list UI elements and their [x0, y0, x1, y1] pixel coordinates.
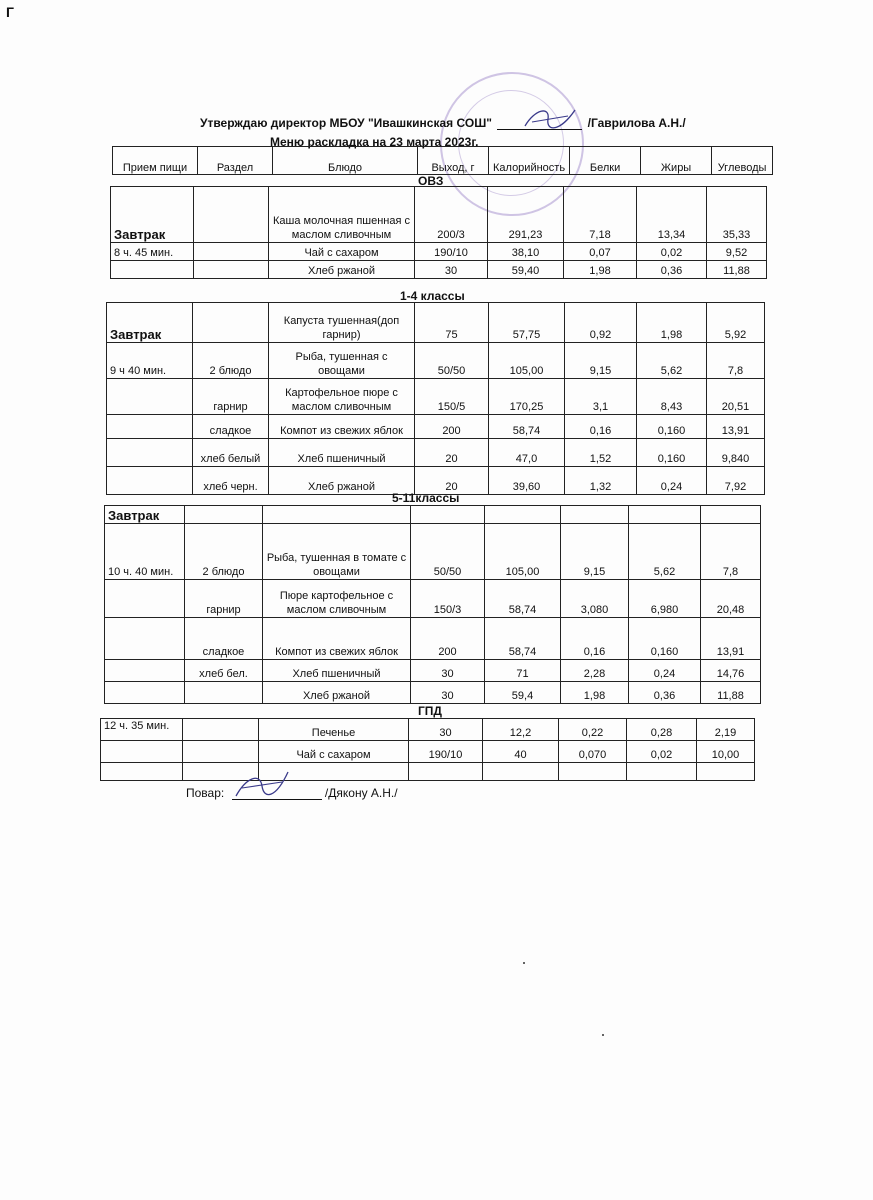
output-cell: 200 [415, 415, 489, 439]
carbs-cell: 7,8 [701, 524, 761, 580]
fat-cell: 1,98 [637, 303, 707, 343]
carbs-cell: 10,00 [697, 741, 755, 763]
table-row [105, 682, 761, 704]
carbs-cell [701, 506, 761, 524]
output-cell: 150/5 [415, 379, 489, 415]
protein-cell: 0,92 [565, 303, 637, 343]
protein-cell: 7,18 [564, 187, 637, 243]
section-cell: хлеб белый [193, 439, 269, 467]
section-cell [183, 719, 259, 741]
meal-cell: Завтрак [111, 187, 194, 243]
protein-cell [561, 506, 629, 524]
section-cell: 2 блюдо [193, 343, 269, 379]
cook-label: Повар: [186, 786, 225, 800]
cook-name: /Дякону А.Н./ [324, 786, 398, 800]
approval-line [200, 116, 686, 130]
section-cell: сладкое [193, 415, 269, 439]
header-meal: Прием пищи [113, 147, 198, 175]
carbs-cell: 11,88 [701, 682, 761, 704]
dish-cell: Компот из свежих яблок [269, 415, 415, 439]
protein-cell: 3,080 [561, 580, 629, 618]
carbs-cell [697, 763, 755, 781]
dish-cell: Рыба, тушенная в томате с овощами [263, 524, 411, 580]
section-cell: хлеб бел. [185, 660, 263, 682]
table-row [105, 580, 761, 618]
carbs-cell: 13,91 [701, 618, 761, 660]
meal-cell [107, 439, 193, 467]
header-section: Раздел [198, 147, 273, 175]
fat-cell: 13,34 [637, 187, 707, 243]
meal-cell [111, 261, 194, 279]
fat-cell: 0,160 [637, 439, 707, 467]
output-cell: 190/10 [409, 741, 483, 763]
table-row [107, 303, 765, 343]
section-cell: хлеб черн. [193, 467, 269, 495]
carbs-cell: 2,19 [697, 719, 755, 741]
table-row [111, 261, 767, 279]
kcal-cell: 57,75 [489, 303, 565, 343]
output-cell: 50/50 [415, 343, 489, 379]
fat-cell: 0,28 [627, 719, 697, 741]
dish-cell: Хлеб пшеничный [269, 439, 415, 467]
carbs-cell: 20,51 [707, 379, 765, 415]
kcal-cell: 71 [485, 660, 561, 682]
kcal-cell: 47,0 [489, 439, 565, 467]
protein-cell: 1,32 [565, 467, 637, 495]
kcal-cell: 105,00 [485, 524, 561, 580]
protein-cell: 0,16 [565, 415, 637, 439]
carbs-cell: 13,91 [707, 415, 765, 439]
header-fat: Жиры [641, 147, 712, 175]
fat-cell: 0,36 [629, 682, 701, 704]
meal-cell [107, 379, 193, 415]
table-row [105, 506, 761, 524]
meal-cell [105, 580, 185, 618]
dish-cell [263, 506, 411, 524]
protein-cell: 1,98 [561, 682, 629, 704]
table-row [105, 524, 761, 580]
table-row [111, 243, 767, 261]
kcal-cell: 170,25 [489, 379, 565, 415]
protein-cell: 9,15 [561, 524, 629, 580]
meal-cell: Завтрак [107, 303, 193, 343]
protein-cell: 9,15 [565, 343, 637, 379]
dish-cell: Каша молочная пшенная с маслом сливочным [269, 187, 415, 243]
kcal-cell: 58,74 [489, 415, 565, 439]
menu-title: Меню раскладка на 23 марта 2023г. [270, 135, 479, 149]
table-grades-5-11 [104, 505, 761, 704]
meal-cell [101, 763, 183, 781]
output-cell: 30 [415, 261, 488, 279]
fat-cell: 8,43 [637, 379, 707, 415]
corner-mark: Г [6, 4, 14, 20]
table-row [107, 343, 765, 379]
fat-cell [629, 506, 701, 524]
dish-cell: Хлеб ржаной [269, 261, 415, 279]
kcal-cell: 105,00 [489, 343, 565, 379]
protein-cell: 0,07 [564, 243, 637, 261]
carbs-cell: 5,92 [707, 303, 765, 343]
table-row [101, 763, 755, 781]
header-carbs: Углеводы [712, 147, 773, 175]
output-cell: 200/3 [415, 187, 488, 243]
output-cell: 30 [411, 660, 485, 682]
fat-cell: 5,62 [629, 524, 701, 580]
output-cell [411, 506, 485, 524]
dish-cell: Хлеб ржаной [269, 467, 415, 495]
protein-cell: 0,070 [559, 741, 627, 763]
fat-cell: 0,24 [629, 660, 701, 682]
section-cell [185, 506, 263, 524]
table-row [107, 439, 765, 467]
carbs-cell: 7,8 [707, 343, 765, 379]
scan-speck [523, 962, 525, 964]
carbs-cell: 11,88 [707, 261, 767, 279]
dish-cell: Печенье [259, 719, 409, 741]
approval-name: /Гаврилова А.Н./ [587, 116, 686, 130]
protein-cell: 2,28 [561, 660, 629, 682]
output-cell: 30 [411, 682, 485, 704]
protein-cell: 0,22 [559, 719, 627, 741]
section-label-1-4: 1-4 классы [400, 289, 465, 303]
output-cell: 50/50 [411, 524, 485, 580]
fat-cell: 0,160 [629, 618, 701, 660]
section-cell: гарнир [185, 580, 263, 618]
section-cell: гарнир [193, 379, 269, 415]
output-cell: 200 [411, 618, 485, 660]
output-cell: 190/10 [415, 243, 488, 261]
output-cell: 30 [409, 719, 483, 741]
table-row [107, 415, 765, 439]
meal-cell: Завтрак [105, 506, 185, 524]
dish-cell: Компот из свежих яблок [263, 618, 411, 660]
carbs-cell: 9,840 [707, 439, 765, 467]
protein-cell: 0,16 [561, 618, 629, 660]
section-cell [183, 741, 259, 763]
meal-cell [105, 660, 185, 682]
meal-cell: 8 ч. 45 мин. [111, 243, 194, 261]
kcal-cell: 58,74 [485, 580, 561, 618]
dish-cell: Пюре картофельное с маслом сливочным [263, 580, 411, 618]
protein-cell [559, 763, 627, 781]
kcal-cell [483, 763, 559, 781]
fat-cell: 0,24 [637, 467, 707, 495]
kcal-cell: 59,4 [485, 682, 561, 704]
dish-cell: Чай с сахаром [269, 243, 415, 261]
section-label-gpd: ГПД [418, 704, 442, 718]
fat-cell: 5,62 [637, 343, 707, 379]
table-gpd [100, 718, 755, 781]
fat-cell: 0,160 [637, 415, 707, 439]
carbs-cell: 20,48 [701, 580, 761, 618]
meal-cell [101, 741, 183, 763]
header-kcal: Калорийность [489, 147, 570, 175]
meal-cell: 9 ч 40 мин. [107, 343, 193, 379]
meal-cell [107, 415, 193, 439]
meal-cell: 12 ч. 35 мин. [101, 719, 183, 741]
table-row [105, 660, 761, 682]
kcal-cell: 40 [483, 741, 559, 763]
kcal-cell: 59,40 [488, 261, 564, 279]
section-cell [185, 682, 263, 704]
protein-cell: 3,1 [565, 379, 637, 415]
table-row [111, 187, 767, 243]
section-cell [193, 303, 269, 343]
carbs-cell: 9,52 [707, 243, 767, 261]
meal-cell: 10 ч. 40 мин. [105, 524, 185, 580]
cook-signature [232, 768, 292, 802]
scan-speck [602, 1034, 604, 1036]
kcal-cell: 291,23 [488, 187, 564, 243]
output-cell: 75 [415, 303, 489, 343]
kcal-cell [485, 506, 561, 524]
table-row [105, 618, 761, 660]
kcal-cell: 58,74 [485, 618, 561, 660]
table-row [107, 379, 765, 415]
table-grades-1-4 [106, 302, 765, 495]
carbs-cell: 7,92 [707, 467, 765, 495]
dish-cell: Картофельное пюре с маслом сливочным [269, 379, 415, 415]
carbs-cell: 35,33 [707, 187, 767, 243]
meal-cell [105, 682, 185, 704]
output-cell: 150/3 [411, 580, 485, 618]
carbs-cell: 14,76 [701, 660, 761, 682]
dish-cell: Капуста тушенная(доп гарнир) [269, 303, 415, 343]
table-ovz [110, 186, 767, 279]
kcal-cell: 38,10 [488, 243, 564, 261]
header-protein: Белки [570, 147, 641, 175]
meal-cell [105, 618, 185, 660]
section-cell [194, 243, 269, 261]
fat-cell: 6,980 [629, 580, 701, 618]
header-dish: Блюдо [273, 147, 418, 175]
kcal-cell: 39,60 [489, 467, 565, 495]
section-label-ovz: ОВЗ [418, 174, 444, 188]
dish-cell: Хлеб ржаной [263, 682, 411, 704]
director-signature [520, 104, 580, 134]
protein-cell: 1,52 [565, 439, 637, 467]
header-output: Выход, г [418, 147, 489, 175]
fat-cell: 0,36 [637, 261, 707, 279]
approval-text: Утверждаю директор МБОУ "Ивашкинская СОШ" [200, 116, 492, 130]
section-cell [194, 187, 269, 243]
kcal-cell: 12,2 [483, 719, 559, 741]
dish-cell: Чай с сахаром [259, 741, 409, 763]
protein-cell: 1,98 [564, 261, 637, 279]
fat-cell [627, 763, 697, 781]
section-cell: 2 блюдо [185, 524, 263, 580]
dish-cell: Хлеб пшеничный [263, 660, 411, 682]
output-cell: 20 [415, 439, 489, 467]
output-cell: 20 [415, 467, 489, 495]
output-cell [409, 763, 483, 781]
table-row [101, 741, 755, 763]
table-row [101, 719, 755, 741]
section-label-5-11: 5-11классы [392, 491, 460, 505]
fat-cell: 0,02 [627, 741, 697, 763]
fat-cell: 0,02 [637, 243, 707, 261]
dish-cell: Рыба, тушенная с овощами [269, 343, 415, 379]
section-cell: сладкое [185, 618, 263, 660]
meal-cell [107, 467, 193, 495]
table-header [112, 146, 773, 175]
section-cell [194, 261, 269, 279]
